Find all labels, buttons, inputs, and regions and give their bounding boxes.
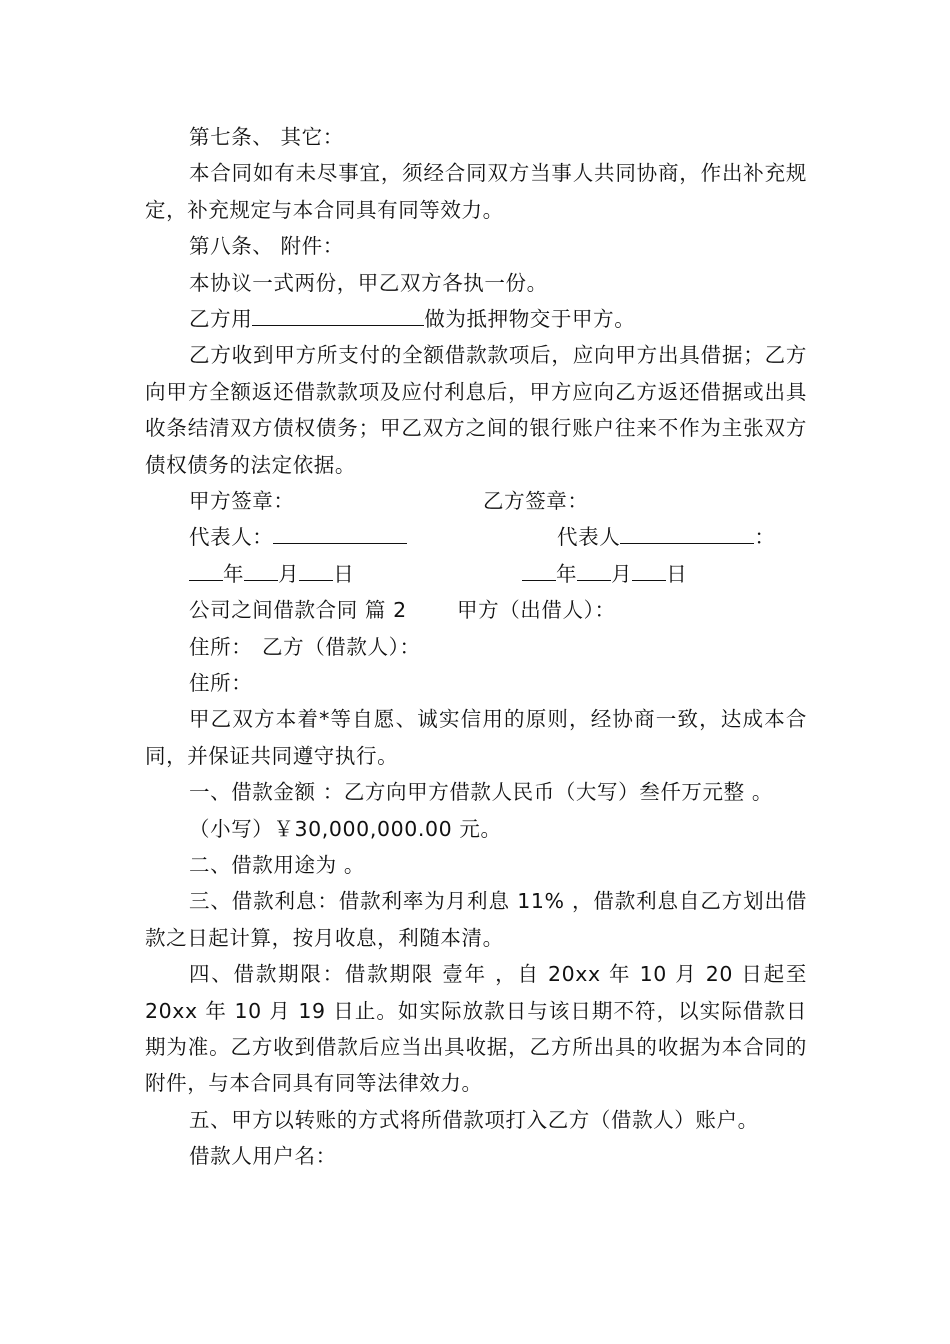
month-label: 月 <box>278 561 300 586</box>
address-borrower-row <box>145 629 807 665</box>
borrower-label: 乙方（借款人）： <box>262 634 421 659</box>
representative-a <box>189 519 407 555</box>
representative-a-label: 代表人： <box>189 525 274 550</box>
signature-row <box>145 483 807 519</box>
representative-row <box>145 519 807 555</box>
day-label: 日 <box>333 561 355 586</box>
loan-purpose-clause: 二、借款用途为 。 <box>189 853 365 878</box>
lender-address-label: 住所： <box>189 634 253 659</box>
receipt-clause: 乙方收到甲方所支付的全额借款款项后，应向甲方出具借据；乙方向甲方全额返还借款款项及应付利息后，甲方应向乙方返还借据或出具收条结清双方债权债务；甲乙双方之间的银行账户往来不作为主张双方债权债务的法定依据。 <box>145 343 807 477</box>
copies-clause: 本协议一式两份，甲乙双方各执一份。 <box>189 270 548 295</box>
pledge-blank <box>252 305 424 326</box>
loan-amount-figures: （小写）￥30,000,000.00 元。 <box>189 816 502 841</box>
representative-b <box>557 519 775 555</box>
pledge-clause <box>145 301 807 337</box>
year-label: 年 <box>223 561 245 586</box>
party-a-signature-label: 甲方签章： <box>189 489 295 514</box>
loan-interest-clause: 三、借款利息：借款利率为月利息 11% ，借款利息自乙方划出借款之日起计算，按月收息，利随本清。 <box>145 889 807 950</box>
principle-clause: 甲乙双方本着*等自愿、诚实信用的原则，经协商一致，达成本合同，并保证共同遵守执行。 <box>145 707 807 768</box>
document-body <box>145 119 807 1175</box>
pledge-prefix: 乙方用 <box>189 307 253 332</box>
article-7-heading: 第七条、 其它： <box>189 125 344 149</box>
transfer-clause: 五、甲方以转账的方式将所借款项打入乙方（借款人）账户。 <box>189 1107 759 1132</box>
year-blank <box>522 560 556 581</box>
date-row <box>145 556 807 592</box>
article-8-heading: 第八条、 附件： <box>189 234 344 259</box>
loan-amount-clause: 一、借款金额 ：乙方向甲方借款人民币（大写）叁仟万元整 。 <box>189 780 773 805</box>
contract-2-title: 公司之间借款合同 篇 2 <box>189 598 407 623</box>
article-7-text: 本合同如有未尽事宜，须经合同双方当事人共同协商，作出补充规定，补充规定与本合同具有同等效力。 <box>145 161 807 222</box>
contract-2-header-row <box>145 592 807 628</box>
day-blank <box>632 560 666 581</box>
lender-label: 甲方（出借人）： <box>457 598 616 623</box>
pledge-suffix: 做为抵押物交于甲方。 <box>424 307 636 332</box>
representative-a-blank <box>273 523 407 544</box>
party-b-signature-label: 乙方签章： <box>483 489 589 514</box>
account-name-label: 借款人用户名： <box>189 1144 337 1169</box>
day-blank <box>299 560 333 581</box>
month-blank <box>244 560 278 581</box>
representative-b-colon: ： <box>754 525 776 550</box>
date-a <box>189 556 354 592</box>
borrower-address-label: 住所： <box>189 671 253 696</box>
loan-term-clause: 四、借款期限：借款期限 壹年 ，自 20xx 年 10 月 20 日起至 20xx 年 10 月 19 日止。如实际放款日与该日期不符，以实际借款日期为准。乙方收到借款后应当出具收据，乙方所出具的收据为本合同的附件，与本合同具有同等法律效力。 <box>145 962 807 1096</box>
representative-b-label: 代表人 <box>557 525 621 550</box>
day-label: 日 <box>666 561 688 586</box>
year-label: 年 <box>556 561 578 586</box>
year-blank <box>189 560 223 581</box>
month-label: 月 <box>611 561 633 586</box>
month-blank <box>577 560 611 581</box>
date-b <box>522 556 687 592</box>
representative-b-blank <box>620 523 754 544</box>
